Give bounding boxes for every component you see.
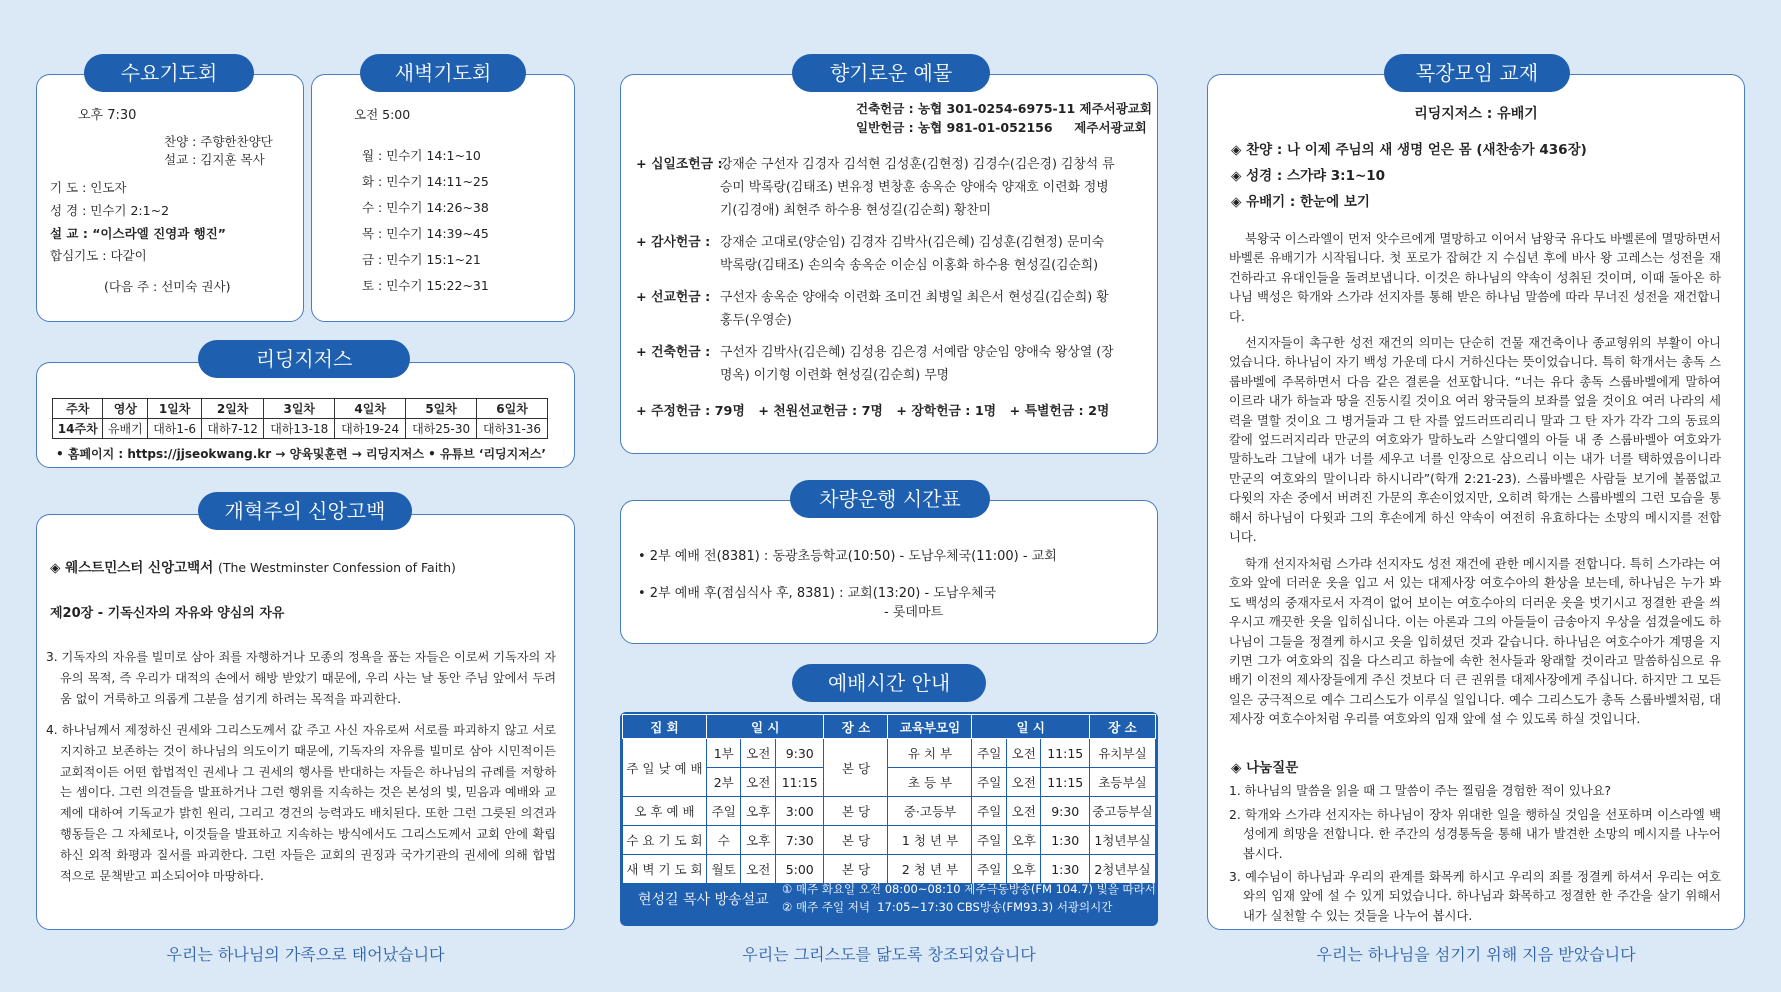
confession-heading — [50, 558, 456, 578]
dawn-day: 화 : 민수기 14:11~25 — [362, 174, 489, 189]
edu-cell: 주일 — [972, 768, 1006, 797]
edu-cell: 1:30 — [1041, 826, 1090, 855]
edu-cell: 오후 — [1006, 855, 1040, 884]
confession-article-4: 4. 하나님께서 제정하신 권세와 그리스도께서 값 주고 사신 자유로써 서로를 파괴하지 않고 서로 지지하고 보존하는 것이 하나님의 의도이기 때문에, 기독자의 자유를 빌미로 삼아 시민적이든 교회적이든 어떤 합법적인 권세나 그 권세의 행사를 반대하는 자들은 하나님의 규례를 저항하는 셈이다. 그런 의견들을 발표하거나 그런 행위를 지속하는 것은 본성의 빛, 믿음과 예배와 교제에 대하여 기독교가 밝힌 원리, 그리고 경건의 능력과도 배치된다. 또한 그런 그릇된 의견과 행동들은 그 자체로나, 이것들을 발표하고 지속하는 방식에서도 그리스도께서 교회 안에 확립하신 외적 화평과 질서를 파괴한다. 그런 자들은 교회의 권징과 국가기관의 권세에 의해 합법적으로 문책받고 피소되어야 마땅하다. — [46, 723, 556, 883]
edu-name: 유 치 부 — [888, 739, 972, 768]
services-header: 집 회 — [623, 715, 707, 739]
study-question-1: 1. 하나님의 말씀을 읽을 때 그 말씀이 주는 찔림을 경험한 적이 있나요? — [1229, 784, 1611, 798]
edu-cell: 오전 — [1006, 797, 1040, 826]
reading-cell: 유배기 — [103, 419, 148, 439]
service-cell: 5:00 — [775, 855, 824, 884]
vehicle-line-1: • 2부 예배 전(8381) : 동광초등학교(10:50) - 도남우체국(11:00) - 교회 — [638, 549, 1057, 564]
edu-cell: 주일 — [972, 797, 1006, 826]
broadcast-line-2: ② 매주 주일 저녁 17:05~17:30 CBS방송(FM93.3) 서광의시간 — [782, 900, 1113, 914]
motto-middle: 우리는 그리스도를 닮도록 창조되었습니다 — [742, 945, 1036, 964]
offering-tithe — [636, 153, 1136, 223]
service-cell: 오후 — [741, 826, 775, 855]
study-discuss-title: ◈ 나눔질문 — [1231, 760, 1299, 776]
edu-cell: 11:15 — [1041, 768, 1090, 797]
edu-cell: 9:30 — [1041, 797, 1090, 826]
study-question-2: 2. 학개와 스가랴 선지자는 하나님이 장차 위대한 일을 행하실 것임을 선포하며 이스라엘 백성에게 희망을 전합니다. 한 주간의 성경통독을 통해 내가 발견한 소망의 메시지를 나누어 봅시다. — [1229, 808, 1721, 861]
edu-cell: 1:30 — [1041, 855, 1090, 884]
offering-summary: + 주정헌금 : 79명 + 천원선교헌금 : 7명 + 장학헌금 : 1명 + 특별헌금 : 2명 — [636, 404, 1110, 419]
service-name: 수 요 기 도 회 — [623, 826, 707, 855]
service-cell: 3:00 — [775, 797, 824, 826]
study-subtitle: 리딩지저스 : 유배기 — [1414, 106, 1538, 122]
service-name: 새 벽 기 도 회 — [623, 855, 707, 884]
service-place: 본 당 — [824, 739, 888, 797]
offering-building — [636, 341, 1136, 389]
reading-cell: 14주차 — [53, 419, 103, 439]
reading-cell: 대하31-36 — [477, 419, 548, 439]
service-cell: 2부 — [707, 768, 741, 797]
wed-sermon: 설 교 : “이스라엘 진영과 행진” — [50, 226, 227, 241]
wed-time: 오후 7:30 — [78, 108, 137, 123]
edu-place: 유치부실 — [1090, 739, 1156, 768]
service-cell: 1부 — [707, 739, 741, 768]
confession-article-3: 3. 기독자의 자유를 빌미로 삼아 죄를 자행하거나 모종의 정욕을 품는 자들은 이로써 기독자의 자유의 목적, 즉 우리가 대적의 손에서 해방 받았기 때문에, 우리 사는 날 동안 주님 앞에서 두려움 없이 거룩하고 의롭게 그분을 섬기게 하려는 목적을 파괴한다. — [46, 650, 556, 706]
wed-praise: 찬양 : 주향한찬양단 — [164, 134, 273, 149]
services-header: 교육부모임 — [888, 715, 972, 739]
study-scripture: ◈ 성경 : 스가랴 3:1~10 — [1231, 168, 1386, 184]
study-paragraph-2: 선지자들이 촉구한 성전 재건의 의미는 단순히 건물 재건축이나 종교형위의 부활이 아니었습니다. 하나님이 자기 백성 가운데 다시 거하신다는 뜻이었습니다. 특히 학개서는 총독 스룹바벨에 주목하면서 다음 같은 결론을 선포합니다. “너는 유다 총독 스룹바벨에게 말하여 이르라 내가 하늘과 땅을 진동시킬 것이요 여러 왕국들의 보좌를 엎을 것이요 여러 나라의 세력을 멸할 것이요 그 병거들과 그 탄 자를 엎드러뜨리리니 말과 그 탄 자가 각각 그의 동료의 칼에 엎드러지리라 만군의 여호와가 말하노라 스알디엘의 아들 내 종 스룹바벨아 여호와가 말하노라 그날에 내가 너를 세우고 너를 인장으로 삼으리니 이는 내가 너를 택하였음이니라 만군의 여호와의 말이니라 하시니라”(학개 2:21-23). 스룹바벨은 사람들 보기에 볼품없고 다윗의 자손 중에서 버려진 가문의 후손이었지만, 오히려 학개는 스룹바벨의 그런 모습을 통해서 하나님이 다윗과 그의 후손에게 하신 약속이 여전히 유효하다는 소망의 메시지를 전합니다. — [1229, 336, 1721, 545]
edu-cell: 오후 — [1006, 826, 1040, 855]
offering-names: 강재순 고대로(양순임) 김경자 김박사(김은혜) 김성훈(김현정) 문미숙 박록랑(김태조) 손의숙 송옥순 이순심 이홍화 하수용 현성길(김순희) — [720, 235, 1105, 273]
reading-cell: 대하13-18 — [264, 419, 335, 439]
edu-cell: 오전 — [1006, 739, 1040, 768]
dawn-prayer-title: 새벽기도회 — [360, 54, 526, 92]
reading-title: 리딩지저스 — [198, 340, 410, 378]
reading-cell: 대하1-6 — [148, 419, 202, 439]
reading-cell: 대하25-30 — [406, 419, 477, 439]
broadcast-label: 현성길 목사 방송설교 — [638, 892, 769, 908]
reading-header: 5일차 — [406, 399, 477, 419]
account-general: 일반헌금 : 농협 981-01-052156 제주서광교회 — [856, 120, 1147, 135]
service-cell: 오전 — [741, 739, 775, 768]
services-header: 일 시 — [707, 715, 824, 739]
confession-heading-en: (The Westminster Confession of Faith) — [217, 560, 456, 575]
dawn-day: 금 : 민수기 15:1~21 — [362, 252, 481, 267]
edu-place: 2청년부실 — [1090, 855, 1156, 884]
motto-left: 우리는 하나님의 가족으로 태어났습니다 — [166, 945, 445, 964]
services-table — [622, 714, 1156, 884]
reading-header: 6일차 — [477, 399, 548, 419]
service-cell: 주일 — [707, 797, 741, 826]
study-paragraph-3: 학개 선지자처럼 스가랴 선지자도 성전 재건에 관한 메시지를 전합니다. 특히 스가랴는 여호와 앞에 더러운 옷을 입고 서 있는 대제사장 여호수아의 환상을 보는데, 하나님은 누가 봐도 백성의 중재자로서 자격이 없어 보이는 여호수아의 더러운 옷을 벗기시고 정결한 관을 씌우시고 깨끗한 옷을 입히십니다. 이는 아론과 그의 아들들이 금송아지 우상을 섬겼을에도 하나님이 그들을 정결케 하시고 옷을 입히셨던 것과 같습니다. 하나님은 여호수아가 계명을 지키면 그가 여호와의 집을 다스리고 하늘에 속한 천사들과 왕래할 것이라고 말씀하심으로 유배기 이전의 제사장들에게 주신 것보다 더 큰 권위를 대제사장에게 주십니다. 하지만 그 모든 일은 궁극적으로 예수 그리스도가 이루실 일입니다. 예수 그리스도가 총독 스룹바벨처럼, 대제사장 여호수아처럼 우리를 여호와의 임재 앞에 설 수 있도록 하실 것입니다. — [1229, 557, 1721, 727]
reading-note[interactable]: • 홈페이지 : https://jjseokwang.kr → 양육및훈련 → 리딩지저스 • 유튜브 ‘리딩지저스’ — [56, 447, 546, 461]
dawn-day: 목 : 민수기 14:39~45 — [362, 226, 489, 241]
reading-cell: 대하7-12 — [201, 419, 263, 439]
motto-right: 우리는 하나님을 섬기기 위해 지음 받았습니다 — [1316, 945, 1636, 964]
vehicle-title: 차량운행 시간표 — [790, 480, 990, 518]
study-praise: ◈ 찬양 : 나 이제 주님의 새 생명 얻은 몸 (새찬송가 436장) — [1231, 142, 1587, 158]
edu-cell: 주일 — [972, 739, 1006, 768]
reading-header: 2일차 — [201, 399, 263, 419]
wed-scripture: 성 경 : 민수기 2:1~2 — [50, 203, 170, 218]
confession-chapter: 제20장 - 기독신자의 자유와 양심의 자유 — [50, 606, 285, 621]
edu-cell: 주일 — [972, 826, 1006, 855]
offering-mission — [636, 286, 1136, 334]
dawn-time: 오전 5:00 — [354, 107, 411, 122]
service-place: 본 당 — [824, 797, 888, 826]
services-header: 장 소 — [1090, 715, 1156, 739]
service-place: 본 당 — [824, 826, 888, 855]
edu-name: 중·고등부 — [888, 797, 972, 826]
services-header: 장 소 — [824, 715, 888, 739]
reading-table — [52, 398, 548, 439]
service-cell: 11:15 — [775, 768, 824, 797]
offering-label: + 선교헌금 : — [636, 290, 711, 305]
services-title: 예배시간 안내 — [792, 664, 986, 702]
offering-names: 구선자 송옥순 양애숙 이련화 조미건 최병일 최은서 현성길(김순희) 황홍두(우영순) — [720, 290, 1109, 328]
confession-heading-ko: ◈ 웨스트민스터 신앙고백서 — [50, 560, 214, 576]
offering-names: 강재순 구선자 김경자 김석현 김성훈(김현정) 김경수(김은경) 김창석 류승미 박록랑(김태조) 변유정 변창훈 송옥순 양애숙 양재호 이련화 정병기(김경애) 최현주 하수용 현성길(김순희) 황찬미 — [720, 157, 1115, 218]
service-cell: 7:30 — [775, 826, 824, 855]
edu-place: 1청년부실 — [1090, 826, 1156, 855]
edu-cell: 주일 — [972, 855, 1006, 884]
service-cell: 9:30 — [775, 739, 824, 768]
wed-prayer-title: 수요기도회 — [84, 54, 254, 92]
study-paragraph-1: 북왕국 이스라엘이 먼저 앗수르에게 멸망하고 이어서 남왕국 유다도 바벨론에 멸망하면서 바벨론 유배기가 시작됩니다. 첫 포로가 잡혀간 지 수십년 후에 바사 왕 고레스는 성전을 재건하라고 유대인들을 돌려보냅니다. 이것은 하나님의 약속이 성취된 것이며, 이때 돌아온 하나님 백성은 학개와 스가랴 선지자를 통해 받은 하나님 말씀에 따라 무너진 성전을 재건합니다. — [1229, 232, 1721, 324]
study-question-3: 3. 예수님이 하나님과 우리의 관계를 화목케 하시고 우리의 죄를 정결케 하셔서 우리는 여호와의 임재 앞에 설 수 있게 되었습니다. 하나님과 화목하고 정결한 한 주간을 살기 위해서 내가 실천할 수 있는 것들을 나누어 봅시다. — [1229, 870, 1721, 923]
edu-cell: 11:15 — [1041, 739, 1090, 768]
edu-cell: 오전 — [1006, 768, 1040, 797]
service-place: 본 당 — [824, 855, 888, 884]
dawn-day: 토 : 민수기 15:22~31 — [362, 278, 489, 293]
wed-prayer-leader: 기 도 : 인도자 — [50, 180, 127, 195]
confession-title: 개혁주의 신앙고백 — [198, 492, 412, 530]
services-header: 일 시 — [972, 715, 1090, 739]
edu-place: 초등부실 — [1090, 768, 1156, 797]
reading-header: 4일차 — [335, 399, 406, 419]
vehicle-line-2: • 2부 예배 후(점심식사 후, 8381) : 교회(13:20) - 도남우체국 — [638, 586, 997, 601]
service-cell: 월토 — [707, 855, 741, 884]
study-title: 목장모임 교재 — [1384, 54, 1570, 92]
offering-thanks — [636, 231, 1136, 279]
wed-next: (다음 주 : 선미숙 권사) — [104, 279, 231, 294]
offering-names: 구선자 김박사(김은혜) 김성용 김은경 서예람 양순임 양애숙 왕상열 (장명옥) 이기형 이련화 현성길(김순희) 무명 — [720, 345, 1114, 383]
service-cell: 수 — [707, 826, 741, 855]
service-cell: 오전 — [741, 768, 775, 797]
study-topic: ◈ 유배기 : 한눈에 보기 — [1231, 194, 1370, 210]
vehicle-line-3: - 롯데마트 — [884, 605, 944, 620]
wed-group-prayer: 합심기도 : 다같이 — [50, 248, 147, 263]
account-building: 건축헌금 : 농협 301-0254-6975-11 제주서광교회 — [856, 101, 1152, 116]
service-cell: 오전 — [741, 855, 775, 884]
reading-header: 영상 — [103, 399, 148, 419]
reading-header: 1일차 — [148, 399, 202, 419]
wed-sermon-by: 설교 : 김지훈 목사 — [164, 152, 265, 167]
broadcast-line-1: ① 매주 화요일 오전 08:00~08:10 제주극동방송(FM 104.7) 빛을 따라서 — [782, 882, 1156, 896]
edu-name: 초 등 부 — [888, 768, 972, 797]
service-cell: 오후 — [741, 797, 775, 826]
dawn-day: 월 : 민수기 14:1~10 — [362, 148, 481, 163]
service-name: 오 후 예 배 — [623, 797, 707, 826]
edu-place: 중고등부실 — [1090, 797, 1156, 826]
offering-title: 향기로운 예물 — [792, 54, 990, 92]
reading-header: 주차 — [53, 399, 103, 419]
offering-label: + 십일조헌금 : — [636, 157, 723, 172]
offering-label: + 감사헌금 : — [636, 235, 711, 250]
dawn-day: 수 : 민수기 14:26~38 — [362, 200, 489, 215]
service-name: 주 일 낮 예 배 — [623, 739, 707, 797]
offering-label: + 건축헌금 : — [636, 345, 711, 360]
edu-name: 2 청 년 부 — [888, 855, 972, 884]
reading-cell: 대하19-24 — [335, 419, 406, 439]
edu-name: 1 청 년 부 — [888, 826, 972, 855]
reading-header: 3일차 — [264, 399, 335, 419]
